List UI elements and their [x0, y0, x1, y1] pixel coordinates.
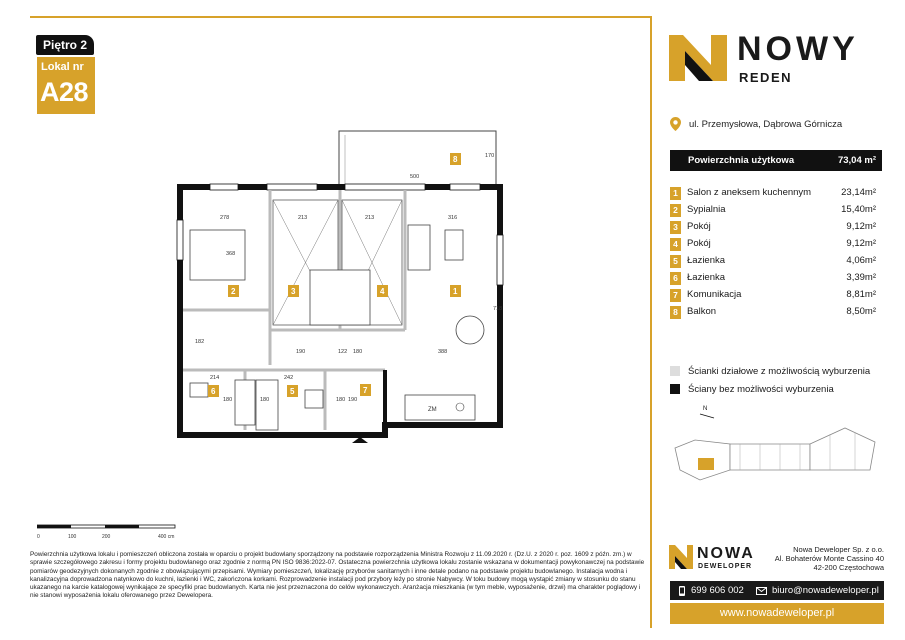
room-row	[670, 203, 882, 220]
dim-label: 180	[353, 349, 363, 355]
dim-label: 190	[296, 349, 306, 355]
room-marker-7: 7	[363, 386, 368, 395]
rooms-table	[670, 186, 882, 322]
room-number: 2	[670, 204, 681, 217]
contact-bar	[670, 581, 884, 600]
top-frame-line	[30, 16, 652, 18]
room-number: 7	[670, 289, 681, 302]
nowy-reden-logo-icon	[669, 35, 727, 81]
dim-label: 278	[220, 215, 230, 221]
room-marker-4: 4	[380, 287, 385, 296]
floor-plan	[30, 125, 550, 545]
legend-removable-label: Ścianki działowe z możliwością wyburzenia	[688, 365, 871, 377]
footer-sub: DEWELOPER	[698, 563, 753, 570]
brand-subname: REDEN	[739, 70, 793, 85]
room-name: Sypialnia	[687, 204, 726, 215]
phone-number: 699 606 002	[691, 585, 744, 596]
scale-tick: 0	[37, 534, 40, 540]
room-marker-5: 5	[290, 387, 295, 396]
room-name: Salon z aneksem kuchennym	[687, 187, 812, 198]
footnote: Powierzchnia użytkowa lokalu i pomieszczeń obliczona została w oparciu o projekt budowlany sporządzony na podstawie rozporządzenia Ministra Rozwoju z 11.09.2020 r. (Dz.U. z 2020 r. poz. 1609 z późn. zm.) w sprawie szczegółowego zakresu i formy projektu budowlanego oraz zgodnie z normą PN ISO 9836:2022-07. Ostateczna powierzchnia użytkowa lokalu zostanie wskazana w dokumentacji powykonawczej na podstawie pomiarów geodezyjnych dokonanych zgodnie z obowiązującymi przepisami. Wymiary pomieszczeń, lokalizację przyborów sanitarnych i inne detale podano na podstawie projektu budowlanego. Instalacja wodna i kanalizacyjna doprowadzona natynkowo do kuchni, łazienki i WC, zakończona korkami. Rozprowadzenie instalacji pod przybory leży po stronie Nabywcy. W toku budowy mogą wystąpić zmiany w stosunku do stanu ukazanego na karcie katalogowej wynikające ze specyfiki prac budowlanych. Karta nie jest przeznaczona do celów wykonawczych. Aranżacja mieszkania (w tym meble, wyposażenie, drzwi) ma charakter poglądowy i nie stanowi wyposażenia lokalu oferowanego przez Dewelopera.	[30, 551, 645, 600]
legend-fixed-label: Ściany bez możliwości wyburzenia	[688, 383, 834, 395]
dim-label: 214	[210, 375, 220, 381]
unit-label: Lokal nr	[41, 61, 84, 73]
dim-label: 122	[338, 349, 348, 355]
usable-area-label: Powierzchnia użytkowa	[688, 155, 795, 166]
room-row	[670, 305, 882, 322]
scale-tick: 400 cm	[158, 534, 175, 540]
room-number: 1	[670, 187, 681, 200]
room-name: Pokój	[687, 221, 711, 232]
room-number: 6	[670, 272, 681, 285]
key-plan	[670, 400, 882, 495]
unit-highlight	[698, 458, 714, 470]
company-street: Al. Bohaterów Monte Cassino 40	[774, 554, 884, 563]
room-area: 8,50m²	[846, 306, 876, 317]
scale-tick: 200	[102, 534, 111, 540]
dim-label: 170	[485, 153, 495, 159]
dim-label: 213	[298, 215, 308, 221]
usable-area-value: 73,04 m²	[837, 155, 876, 166]
brand-name: NOWY	[737, 30, 859, 68]
legend-removable	[670, 362, 870, 380]
room-name: Pokój	[687, 238, 711, 249]
legend-fixed	[670, 380, 870, 398]
dim-label: 316	[448, 215, 458, 221]
dim-label: 500	[410, 174, 420, 180]
room-name: Łazienka	[687, 272, 726, 283]
room-area: 15,40m²	[841, 204, 876, 215]
room-area: 9,12m²	[846, 221, 876, 232]
company-city: 42-200 Częstochowa	[813, 563, 884, 572]
dim-label: 388	[438, 349, 448, 355]
address-row	[670, 117, 842, 131]
room-name: Komunikacja	[687, 289, 742, 300]
email-address: biuro@nowadeweloper.pl	[772, 585, 879, 596]
floor-badge: Piętro 2	[36, 35, 94, 55]
mail-icon	[756, 587, 767, 595]
usable-area-header	[670, 150, 882, 171]
phone-contact[interactable]	[678, 585, 744, 596]
room-area: 4,06m²	[846, 255, 876, 266]
unit-number: A28	[40, 77, 89, 107]
dim-label: 718	[493, 306, 503, 312]
dim-label: 190	[348, 397, 358, 403]
footer-brand: NOWA	[697, 545, 755, 562]
room-name: Balkon	[687, 306, 717, 317]
dim-label: 180	[260, 397, 270, 403]
room-number: 4	[670, 238, 681, 251]
nowa-deweloper-logo-icon	[669, 545, 693, 569]
dim-label: 368	[226, 251, 236, 257]
legend-swatch-light	[670, 366, 680, 376]
dim-label: 180	[336, 397, 346, 403]
company-info	[760, 545, 884, 572]
room-area: 8,81m²	[846, 289, 876, 300]
wall-legend	[670, 362, 870, 398]
dim-label: 242	[284, 375, 294, 381]
dim-label: 180	[223, 397, 233, 403]
north-label: N	[703, 406, 708, 412]
room-area: 9,12m²	[846, 238, 876, 249]
room-row	[670, 271, 882, 288]
room-row	[670, 237, 882, 254]
room-number: 3	[670, 221, 681, 234]
room-number: 5	[670, 255, 681, 268]
dim-label: 182	[195, 339, 205, 345]
company-name: Nowa Deweloper Sp. z o.o.	[793, 545, 884, 554]
room-row	[670, 186, 882, 203]
phone-icon	[678, 586, 686, 596]
kitchen-label: ZM	[428, 407, 437, 413]
room-marker-6: 6	[211, 387, 216, 396]
room-row	[670, 220, 882, 237]
location-pin-icon	[670, 117, 681, 131]
right-frame-line	[650, 16, 652, 628]
address-text: ul. Przemysłowa, Dąbrowa Górnicza	[689, 118, 843, 130]
room-marker-3: 3	[291, 287, 296, 296]
unit-box	[37, 57, 95, 114]
room-name: Łazienka	[687, 255, 726, 266]
room-marker-2: 2	[231, 287, 236, 296]
room-marker-1: 1	[453, 287, 458, 296]
scale-tick: 100	[68, 534, 77, 540]
room-number: 8	[670, 306, 681, 319]
room-area: 3,39m²	[846, 272, 876, 283]
dim-label: 213	[365, 215, 375, 221]
room-row	[670, 254, 882, 271]
legend-swatch-dark	[670, 384, 680, 394]
room-marker-8: 8	[453, 155, 458, 164]
room-row	[670, 288, 882, 305]
website-link[interactable]: www.nowadeweloper.pl	[670, 603, 884, 624]
email-contact[interactable]	[756, 585, 879, 596]
room-area: 23,14m²	[841, 187, 876, 198]
scale-bar	[37, 522, 177, 532]
